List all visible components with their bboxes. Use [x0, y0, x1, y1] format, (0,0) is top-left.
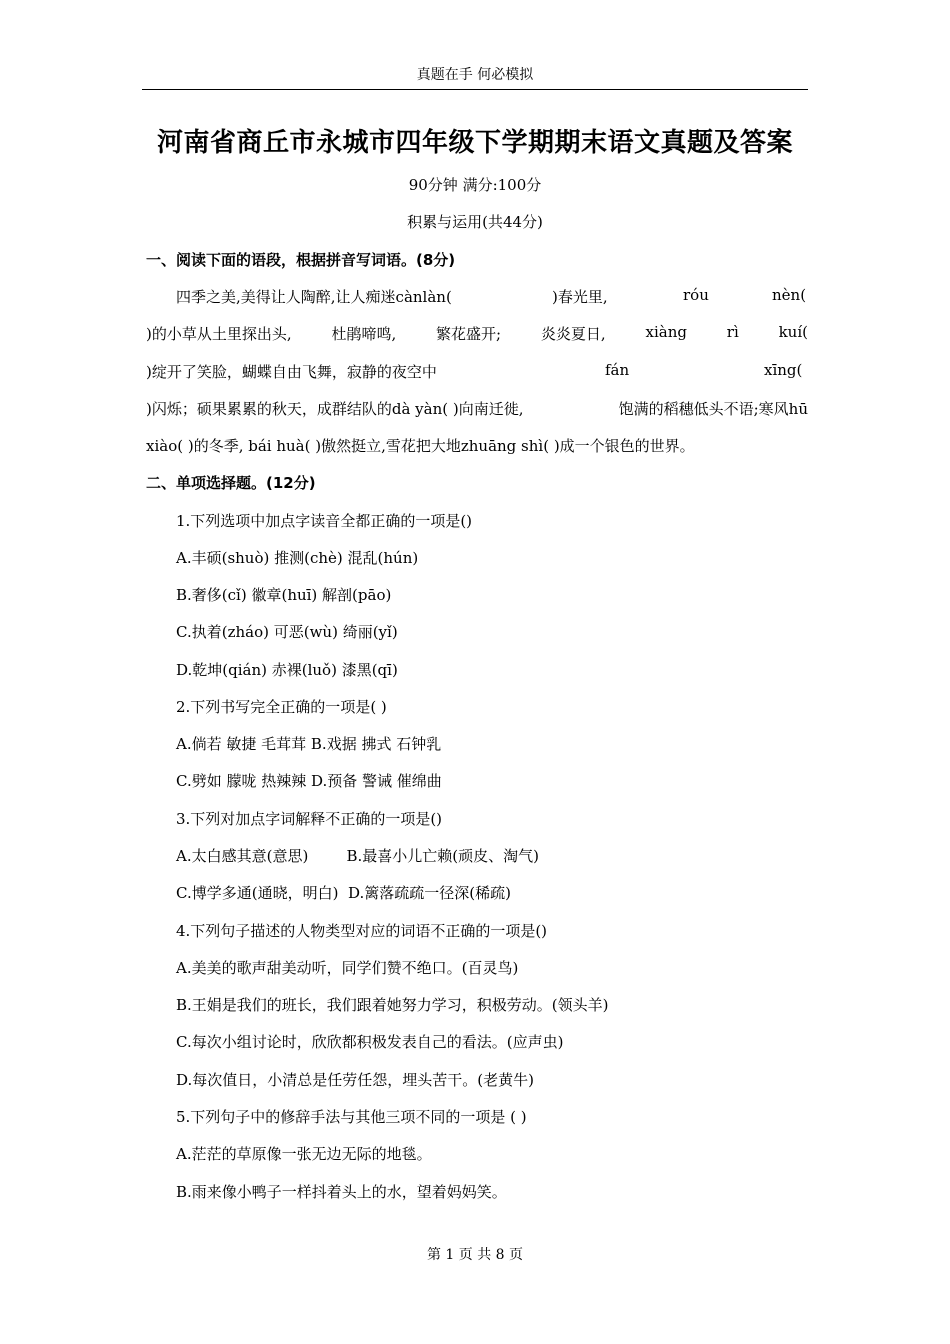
question-line: 3.下列对加点字词解释不正确的一项是() — [176, 810, 443, 828]
option-line: C.博学多通(通晓，明白) D.篱落疏疏一径深(稀疏) — [176, 884, 511, 902]
passage-text: 杜鹃啼鸣, — [331, 325, 397, 343]
pinyin: nèn( — [772, 286, 807, 304]
question-line: 4.下列句子描述的人物类型对应的词语不正确的一项是() — [176, 922, 548, 940]
option-line: A.丰硕(shuò) 推测(chè) 混乱(hún) — [176, 549, 419, 567]
passage-text: 繁花盛开; — [436, 325, 502, 343]
option-line: A.太白感其意(意思) B.最喜小儿亡赖(顽皮、淘气) — [176, 847, 539, 865]
pinyin: róu — [683, 286, 709, 304]
section1-heading: 一、阅读下面的语段，根据拼音写词语。(8分) — [146, 251, 456, 269]
passage-text: xiào( )的冬季, bái huà( )傲然挺立,雪花把大地zhuāng shì( )成一个银色的世界。 — [146, 437, 695, 455]
passage-line-4 — [146, 398, 808, 419]
option-line: D.每次值日，小清总是任劳任怨，埋头苦干。(老黄牛) — [176, 1071, 534, 1089]
option-line: B.雨来像小鸭子一样抖着头上的水，望着妈妈笑。 — [176, 1183, 507, 1201]
question-line: 2.下列书写完全正确的一项是( ) — [176, 698, 387, 716]
pinyin: xīng( — [764, 361, 803, 379]
running-header: 真题在手 何必模拟 — [416, 67, 534, 83]
option-line: C.每次小组讨论时，欣欣都积极发表自己的看法。(应声虫) — [176, 1033, 564, 1051]
passage-text: 炎炎夏日, — [540, 325, 606, 343]
page-title: 河南省商丘市永城市四年级下学期期末语文真题及答案 — [156, 128, 793, 158]
option-line: B.奢侈(cǐ) 徽章(huī) 解剖(pāo) — [176, 586, 392, 604]
question-line: 1.下列选项中加点字读音全都正确的一项是() — [176, 512, 473, 530]
header-rule — [142, 89, 808, 90]
passage-text: )闪烁；硕果累累的秋天，成群结队的dà yàn( )向南迁徙, — [146, 400, 524, 418]
pinyin: fán — [605, 361, 630, 379]
option-line: D.乾坤(qián) 赤裸(luǒ) 漆黑(qī) — [176, 661, 398, 679]
section2-heading: 二、单项选择题。(12分) — [146, 474, 316, 492]
option-line: C.执着(zháo) 可恶(wù) 绮丽(yǐ) — [176, 623, 398, 641]
part-heading: 积累与运用(共44分) — [407, 213, 543, 231]
option-line: C.劈如 朦咙 热辣辣 D.预备 警诫 催绵曲 — [176, 772, 442, 790]
option-line: A.美美的歌声甜美动听，同学们赞不绝口。(百灵鸟) — [176, 959, 519, 977]
page-number: 第 1 页 共 8 页 — [426, 1247, 524, 1263]
passage-text: )春光里, — [552, 288, 608, 306]
pinyin: kuí( — [778, 323, 808, 341]
option-line: A.倘若 敏捷 毛茸茸 B.戏据 拂式 石钟乳 — [176, 735, 442, 753]
passage-text: )绽开了笑脸，蝴蝶自由飞舞，寂静的夜空中 — [146, 363, 437, 381]
exam-time-score: 90分钟 满分:100分 — [408, 176, 542, 194]
option-line: B.王娟是我们的班长，我们跟着她努力学习，积极劳动。(领头羊) — [176, 996, 609, 1014]
pinyin: rì — [726, 323, 739, 341]
passage-line-2 — [146, 323, 808, 344]
passage-text: )的小草从土里探出头, — [146, 325, 292, 343]
passage-text: 饱满的稻穗低头不语;寒风hū — [618, 400, 808, 418]
pinyin: xiàng — [645, 323, 687, 341]
option-line: A.茫茫的草原像一张无边无际的地毯。 — [176, 1145, 432, 1163]
question-line: 5.下列句子中的修辞手法与其他三项不同的一项是 ( ) — [176, 1108, 527, 1126]
passage-text: 四季之美,美得让人陶醉,让人痴迷cànlàn( — [176, 288, 452, 306]
